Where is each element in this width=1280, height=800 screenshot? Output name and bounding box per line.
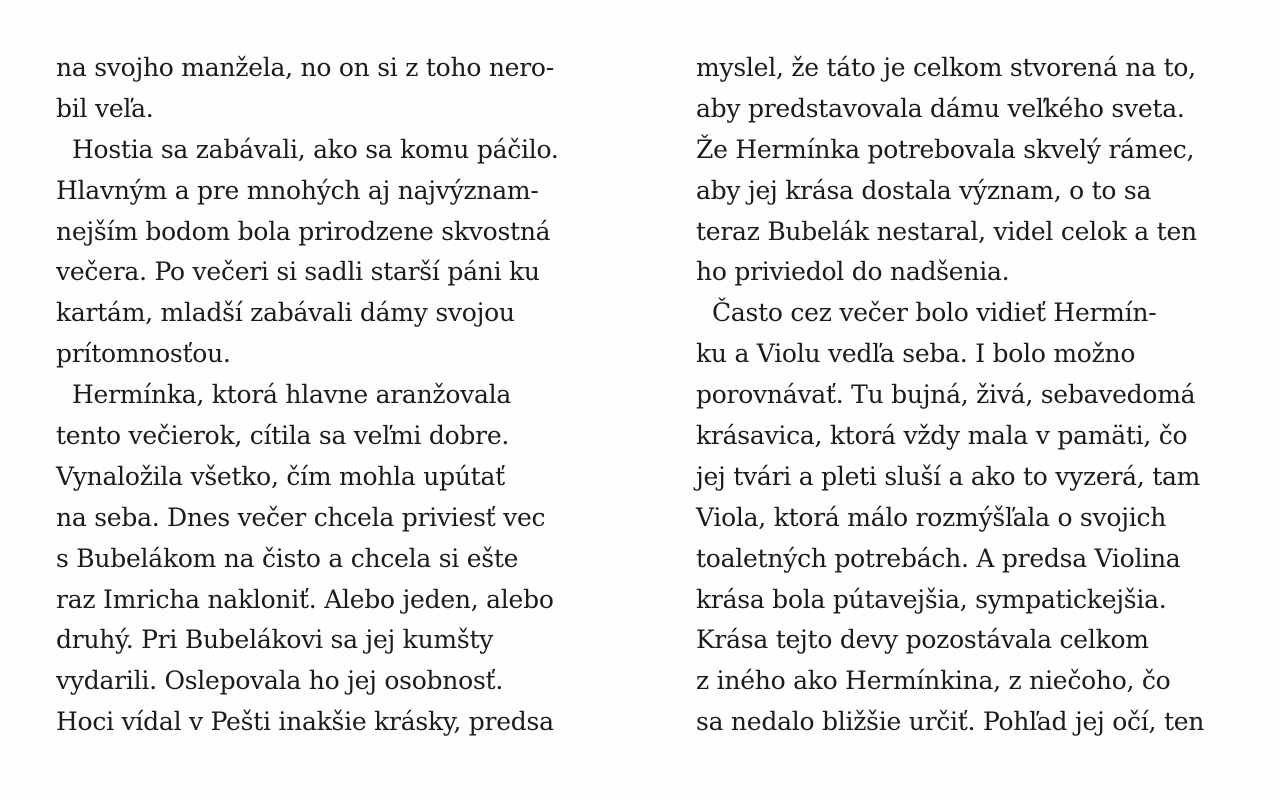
text-line: raz Imricha nakloniť. Alebo jeden, alebo xyxy=(56,584,554,614)
text-line: tento večierok, cítila sa veľmi dobre. xyxy=(56,421,510,451)
text-line: aby predstavovala dámu veľkého sveta. xyxy=(696,93,1185,123)
text-line: Vynaložila všetko, čím mohla upútať xyxy=(56,461,505,491)
text-line: Hoci vídal v Pešti inakšie krásky, predsa xyxy=(56,707,554,737)
text-line: druhý. Pri Bubelákovi sa jej kumšty xyxy=(56,625,494,655)
text-line: myslel, že táto je celkom stvorená na to, xyxy=(696,53,1196,82)
text-line: ku a Violu vedľa seba. I bolo možno xyxy=(696,339,1136,369)
text-line: Často cez večer bolo vidieť Hermín- xyxy=(712,298,1157,328)
text-line: na seba. Dnes večer chcela priviesť vec xyxy=(56,502,546,532)
text-line: sa nedalo bližšie určiť. Pohľad jej očí, ten xyxy=(696,707,1205,737)
text-line: Hermínka, ktorá hlavne aranžovala xyxy=(72,380,512,410)
text-line: vydarili. Oslepovala ho jej osobnosť. xyxy=(56,666,504,696)
left-page-text xyxy=(56,48,616,743)
text-line: Že Hermínka potrebovala skvelý rámec, xyxy=(696,134,1195,164)
text-line: večera. Po večeri si sadli starší páni ku xyxy=(56,257,540,287)
text-line: porovnávať. Tu bujná, živá, sebavedomá xyxy=(696,380,1196,410)
text-line: Krása tejto devy pozostávala celkom xyxy=(696,625,1149,655)
text-line: toaletných potrebách. A predsa Violina xyxy=(696,543,1181,573)
text-line: z iného ako Hermínkina, z niečoho, čo xyxy=(696,666,1171,696)
text-line: bil veľa. xyxy=(56,93,154,123)
text-line: na svojho manžela, no on si z toho nero- xyxy=(56,53,554,82)
right-page-text xyxy=(696,48,1256,743)
text-line: nejším bodom bola prirodzene skvostná xyxy=(56,216,551,246)
text-line: teraz Bubelák nestaral, videl celok a ten xyxy=(696,216,1197,246)
text-line: krásavica, ktorá vždy mala v pamäti, čo xyxy=(696,421,1188,451)
text-line: Hostia sa zabávali, ako sa komu páčilo. xyxy=(72,134,559,164)
text-line: ho priviedol do nadšenia. xyxy=(696,257,1010,287)
text-line: krása bola pútavejšia, sympatickejšia. xyxy=(696,584,1167,614)
text-line: Viola, ktorá málo rozmýšľala o svojich xyxy=(696,502,1167,532)
text-line: aby jej krása dostala význam, o to sa xyxy=(696,175,1152,205)
text-line: prítomnosťou. xyxy=(56,339,231,369)
text-line: jej tvári a pleti sluší a ako to vyzerá, tam xyxy=(696,461,1201,491)
text-line: Hlavným a pre mnohých aj najvýznam- xyxy=(56,175,539,205)
text-line: s Bubelákom na čisto a chcela si ešte xyxy=(56,543,519,573)
text-line: kartám, mladší zabávali dámy svojou xyxy=(56,298,515,328)
